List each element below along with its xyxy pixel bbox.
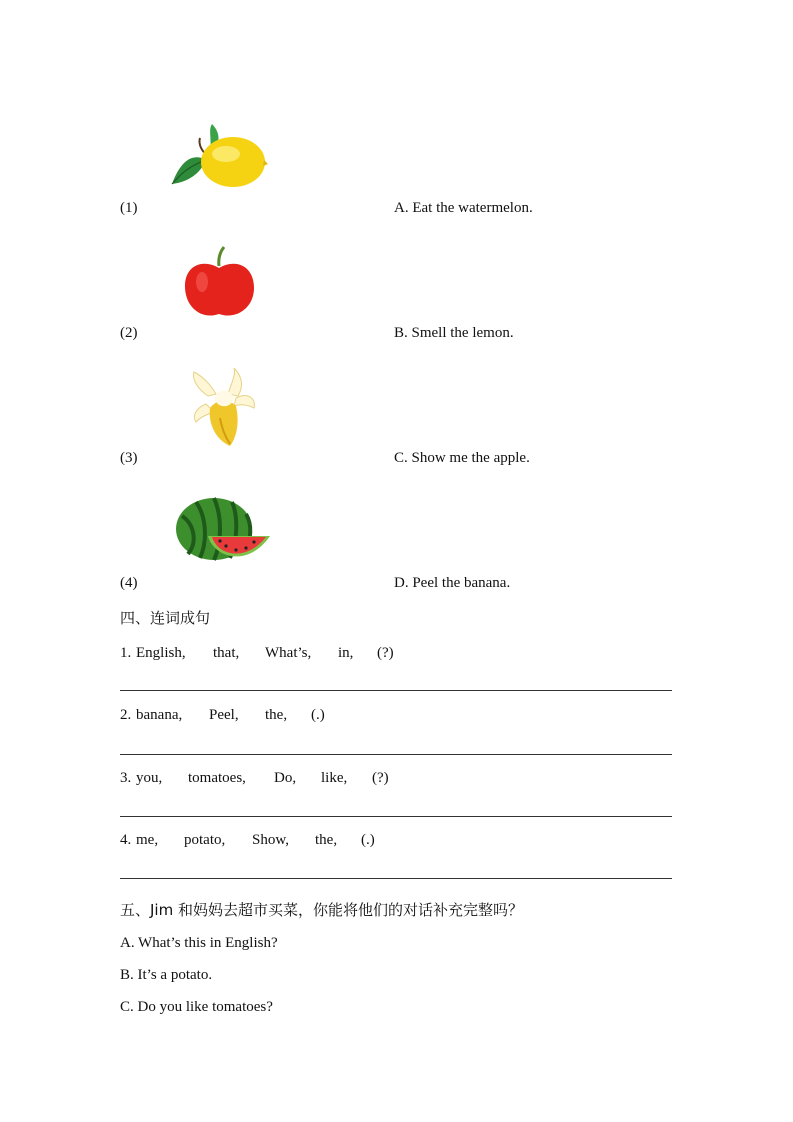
dialogue-option-b: B. It’s a potato. (120, 967, 213, 983)
option-c: C. Show me the apple. (394, 450, 530, 466)
word: (.) (311, 707, 325, 723)
answer-line-1[interactable] (120, 690, 672, 691)
item-1-number: (1) (120, 200, 138, 216)
answer-line-4[interactable] (120, 878, 672, 879)
word: Peel, (209, 707, 239, 723)
word: (?) (377, 645, 394, 661)
option-b: B. Smell the lemon. (394, 325, 514, 341)
word: banana, (136, 707, 183, 723)
word: the, (315, 832, 338, 848)
answer-line-2[interactable] (120, 754, 672, 755)
word: potato, (184, 832, 226, 848)
word: me, (136, 832, 159, 848)
word: like, (321, 770, 348, 786)
word: you, (136, 770, 163, 786)
apple-image (182, 244, 258, 320)
word: Show, (252, 832, 289, 848)
lemon-image (170, 122, 270, 190)
dialogue-option-c: C. Do you like tomatoes? (120, 999, 273, 1015)
word: English, (136, 645, 186, 661)
option-d: D. Peel the banana. (394, 575, 511, 591)
word: (?) (372, 770, 389, 786)
word: Do, (274, 770, 297, 786)
word: (.) (361, 832, 375, 848)
word: the, (265, 707, 288, 723)
word: What’s, (265, 645, 312, 661)
banana-image (188, 368, 260, 448)
dialogue-option-a: A. What’s this in English? (120, 935, 278, 951)
question-number: 4. (120, 832, 132, 848)
question-number: 1. (120, 645, 132, 661)
answer-line-3[interactable] (120, 816, 672, 817)
word: that, (213, 645, 240, 661)
watermelon-image (174, 496, 274, 568)
option-a: A. Eat the watermelon. (394, 200, 533, 216)
word: tomatoes, (188, 770, 246, 786)
word: in, (338, 645, 354, 661)
section-4-title: 四、连词成句 (120, 609, 211, 627)
item-4-number: (4) (120, 575, 138, 591)
item-3-number: (3) (120, 450, 138, 466)
section-5-title: 五、Jim 和妈妈去超市买菜，你能将他们的对话补充完整吗？ (120, 901, 523, 919)
question-number: 3. (120, 770, 132, 786)
item-2-number: (2) (120, 325, 138, 341)
question-number: 2. (120, 707, 132, 723)
